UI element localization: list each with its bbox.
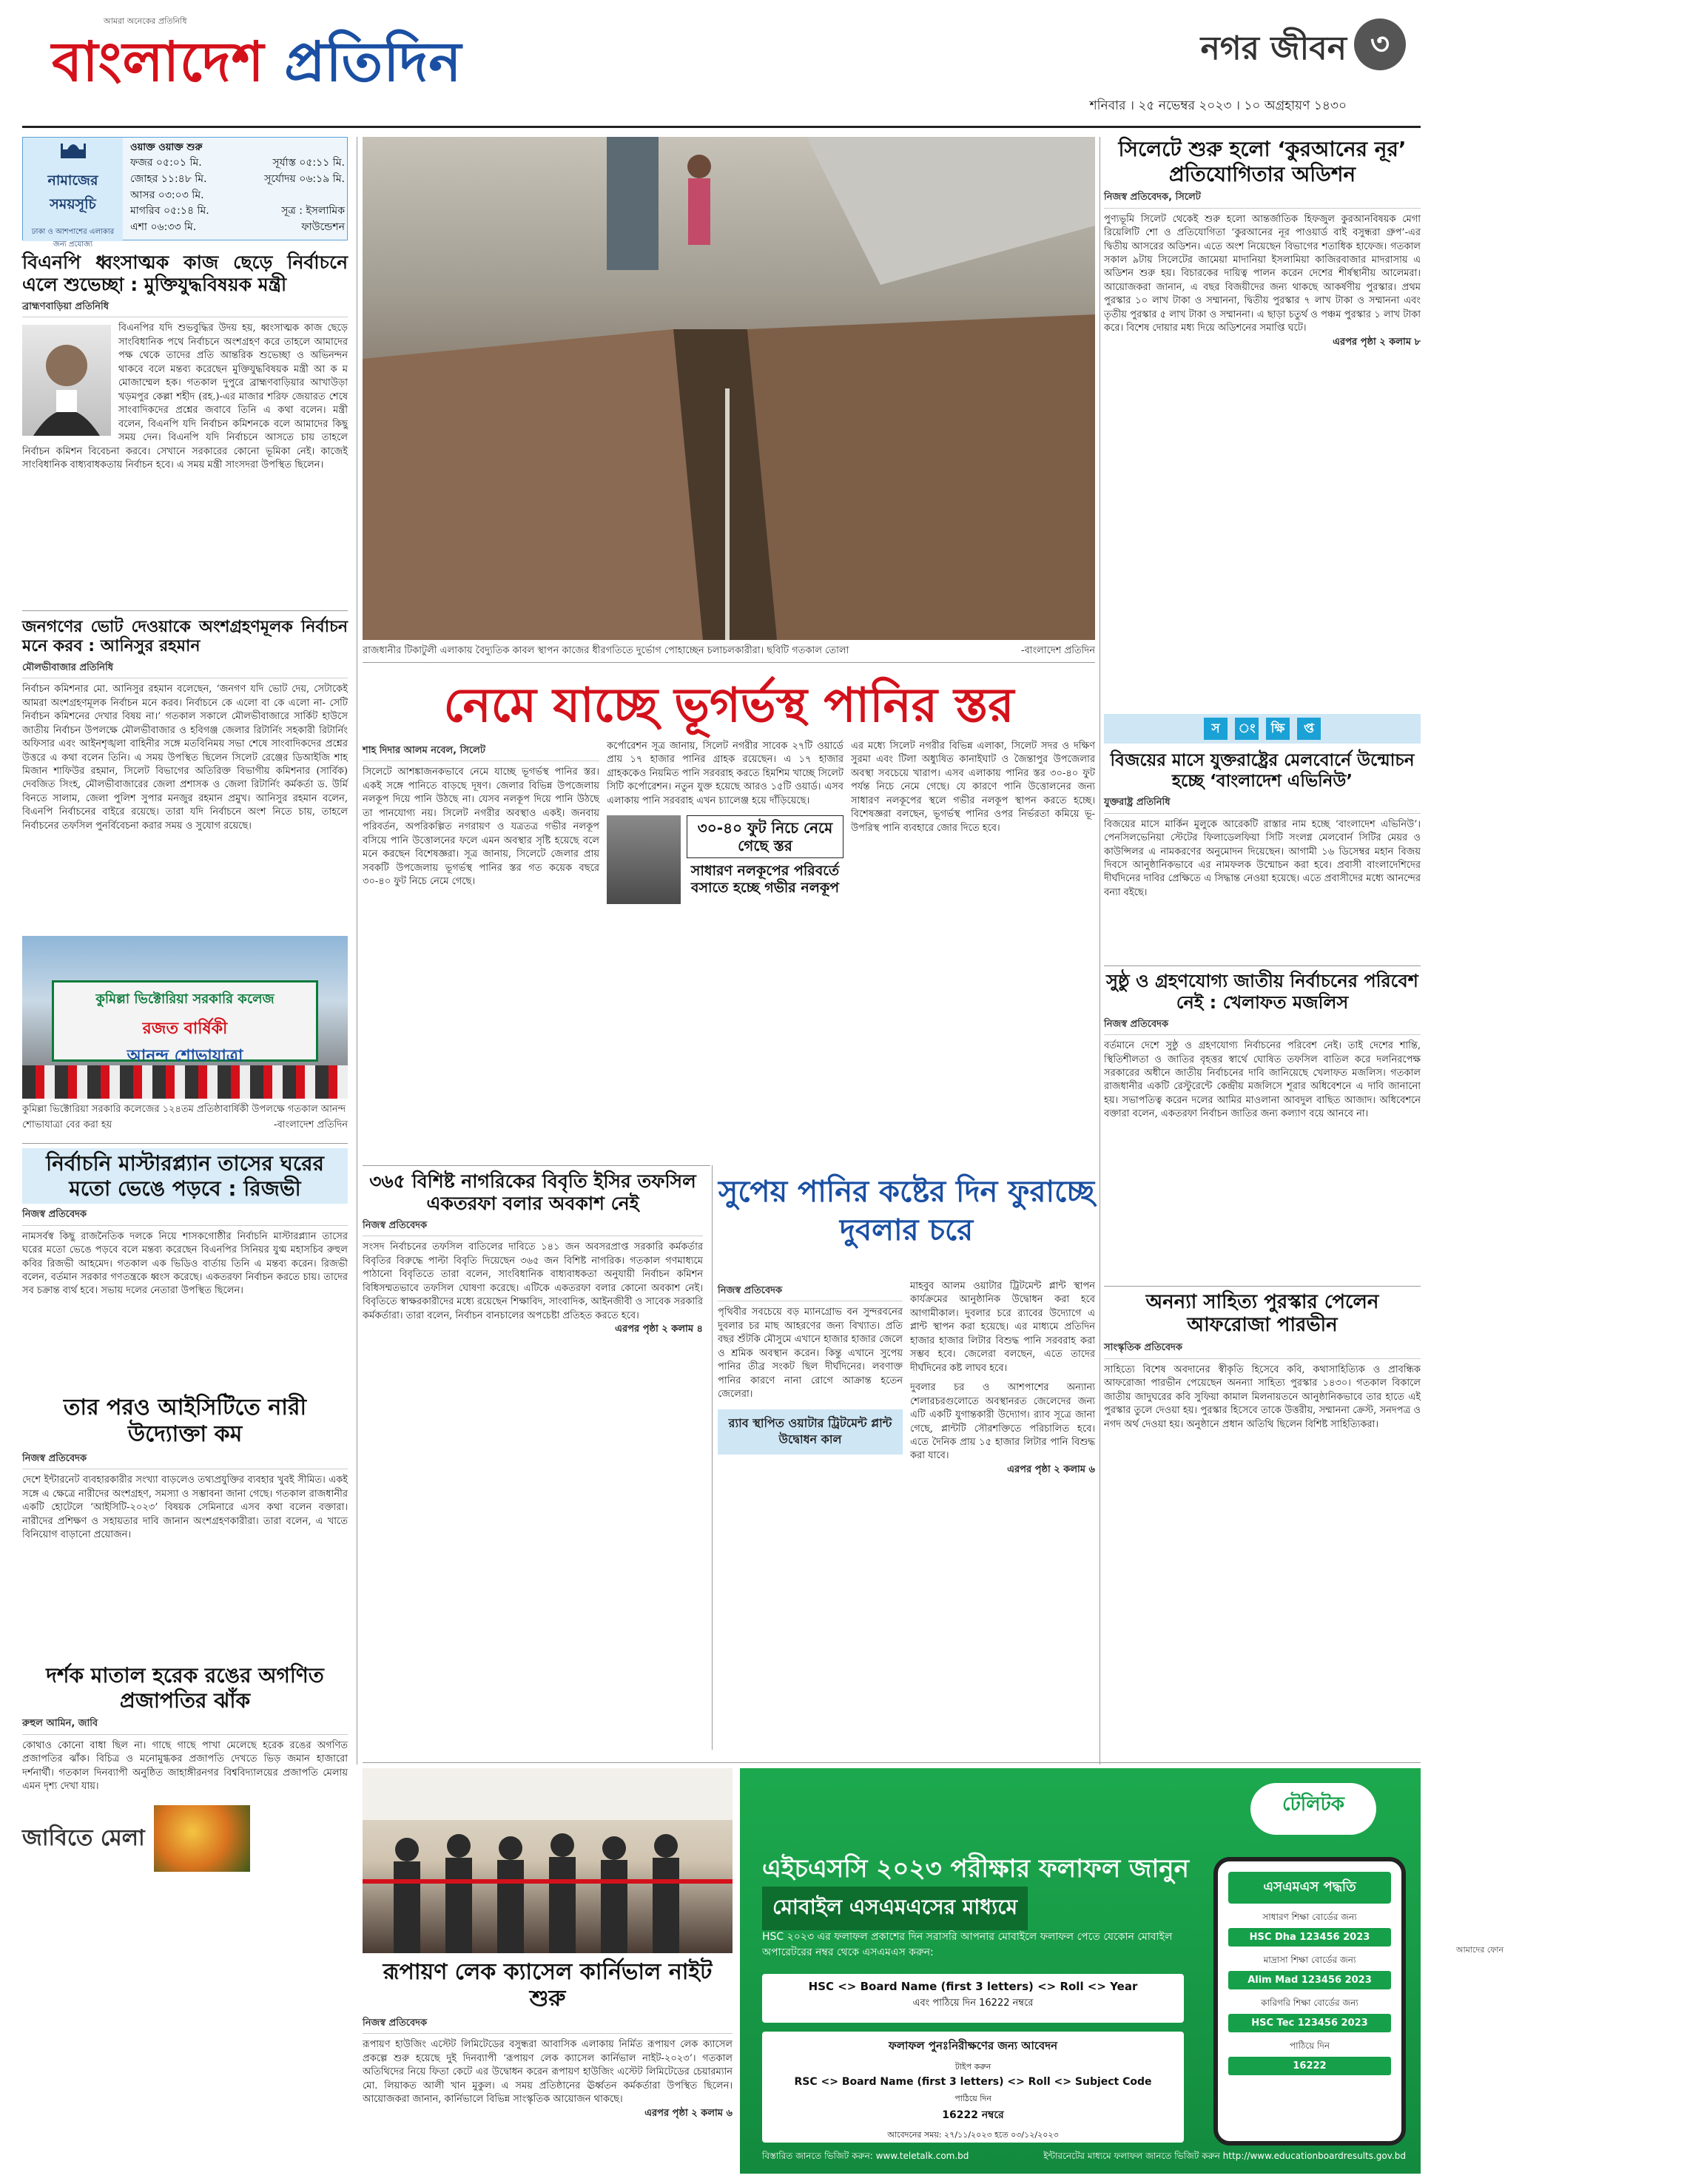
- article-byline: নিজস্ব প্রতিবেদক: [1104, 1018, 1421, 1035]
- page-number: ৩: [1354, 18, 1406, 70]
- prayer-times-table: [130, 141, 345, 236]
- article-byline: সাংস্কৃতিক প্রতিবেদক: [1104, 1341, 1421, 1358]
- water-article-col-2: [910, 1280, 1095, 1746]
- phone-title: এসএমএস পদ্ধতি: [1228, 1872, 1391, 1904]
- inset-text: [687, 815, 844, 904]
- divider: [22, 610, 348, 611]
- article-body: দেশে ইন্টারনেট ব্যবহারকারীর সংখ্যা বাড়লেও তথ্যপ্রযুক্তির ব্যবহার খুবই সীমিত। একই সঙ্গে এ ক্ষেত্রে নারীদের অংশগ্রহণ, সমস্যা ও সম্ভাবনা জানা গেছে। গতকাল রাজধানীর একটি হোটেলে ‘আইসিটি-২০২৩’ বিষয়ক সেমিনারে এসব কথা বলেন বক্তারা। নারীদের প্রশিক্ষণ ও সহায়তার দাবি জানান অংশগ্রহণকারীরা। তারা বলেন, এ খাতে বিনিয়োগ বাড়ানো প্রয়োজন।: [22, 1474, 348, 1541]
- section-title: নগর জীবন: [1200, 30, 1347, 67]
- masthead: [22, 15, 1421, 137]
- phone-label: সাধারণ শিক্ষা বোর্ডের জন্য: [1262, 1912, 1357, 1922]
- prayer-row: [130, 188, 345, 204]
- divider: [1104, 1286, 1421, 1287]
- article-bnp-election[interactable]: [22, 252, 348, 607]
- article-365-citizens[interactable]: [363, 1170, 703, 1744]
- teletalk-ad[interactable]: [740, 1768, 1504, 2174]
- prayer-row: [130, 155, 345, 172]
- tubewell-photo: [607, 815, 681, 904]
- jump-line: এরপর পৃষ্ঠা ২ কলাম ৪: [615, 1324, 703, 1335]
- phone-illustration: [1213, 1857, 1406, 2146]
- jump-line: এরপর পৃষ্ঠা ২ কলাম ৮: [1333, 336, 1421, 348]
- photo-caption: [363, 644, 1095, 659]
- column-divider: [712, 1165, 713, 1750]
- article-ict-women[interactable]: [22, 1395, 348, 1657]
- logo-blue-part: প্রতিদিন: [264, 30, 462, 94]
- article-byline: নিজস্ব প্রতিবেদক: [22, 1208, 348, 1225]
- ad-footer-link-2[interactable]: ইন্টারনেটের মাধ্যমে ফলাফল জানতে ভিজিট করুন http://www.educationboardresults.gov.bd: [1043, 2151, 1406, 2161]
- article-body: নির্বাচন কমিশনার মো. আনিসুর রহমান বলেছেন, ‘জনগণ যদি ভোট দেয়, সেটাকেই আমরা অংশগ্রহণমূলক নির্বাচন মনে করব। নির্বাচনে কে এলো বা কে এলো না- সেটি নির্বাচন কমিশনের দেখার বিষয় না।’ গতকাল সকালে মৌলভীবাজারে সার্কিট হাউসে জাতীয় নির্বাচন উপলক্ষে মৌলভীবাজার ও হবিগঞ্জ জেলার রিটার্নিং সহকারী রিটার্নিং অফিসার এবং আইনশৃঙ্খলা বাহিনীর সঙ্গে মতবিনিময় সভা শেষে সাংবাদিকদের প্রশ্নের উত্তরে এ কথা বলেন তিনি। এ সময় উপস্থিত ছিলেন সিলেট রেঞ্জের ডিআইজি শাহ মিজান শাফিউর রহমান, সিলেট বিভাগের অতিরিক্ত বিভাগীয় কমিশনার (সার্বিক) দেবজিত সিংহ, মৌলভীবাজারের জেলা প্রশাসক ও জেলা রিটার্নিং কর্মকর্তা ড. উর্মি বিনতে সালাম, জেলা পুলিশ সুপার মনজুর রহমান প্রমুখ। আনিসুর রহমান বলেন, বিএনপি নির্বাচনের বাইরে রয়েছে। তারা যদি নির্বাচনে অংশ নিতে চায়, তাহলে নির্বাচনের তফসিল পুনর্বিবেচনা করার সময় ও সুযোগ রয়েছে।: [22, 684, 348, 832]
- jump-line: এরপর পৃষ্ঠা ২ কলাম ৬: [1007, 1463, 1095, 1475]
- carnival-photo: [363, 1768, 733, 1953]
- brand-sub: আমাদের ফোন: [1455, 1945, 1504, 1955]
- article-headline[interactable]: ৩৬৫ বিশিষ্ট নাগরিকের বিবৃতি ইসির তফসিল একতরফা বলার অবকাশ নেই: [369, 1170, 696, 1214]
- inset-box: [607, 815, 844, 904]
- divider: [22, 1143, 348, 1144]
- article-byline: নিজস্ব প্রতিবেদক, সিলেট: [1104, 191, 1421, 208]
- article-literature-award[interactable]: [1104, 1291, 1421, 1750]
- main-article-col-1: [363, 740, 599, 1162]
- prayer-time: সূর্যাস্ত ০৫:১১ মি.: [272, 157, 345, 169]
- phone-code: HSC Dha 123456 2023: [1228, 1928, 1391, 1947]
- inset-head: ৩০-৪০ ফুট নিচে নেমে গেছে স্তর: [687, 815, 844, 858]
- article-body: দুবলার চর ও আশপাশের অন্যান্য শেলারচরগুলোতে অবস্থানরত জেলেদের জন্য এটি একটি যুগান্তকারী উদ্যোগ। র‍্যাব সূত্রে জানা গেছে, প্লান্টটি সৌরশক্তিতে পরিচালিত হবে। এতে দৈনিক প্রায় ১৫ হাজার লিটার পানি বিশুদ্ধ করা যাবে।: [910, 1382, 1095, 1462]
- divider: [363, 1165, 710, 1166]
- recheck-number: 16222 নম্বরে: [942, 2109, 1004, 2121]
- article-body: এর মধ্যে সিলেট নগরীর বিভিন্ন এলাকা, সিলেট সদর ও দক্ষিণ সুরমা এবং টিলা অধ্যুষিত কানাইঘাট ও জৈন্তাপুর উপজেলার অবস্থা সবচেয়ে খারাপ। এসব এলাকায় পানির স্তর ৩০-৪০ ফুট পর্যন্ত নিচে নেমে গেছে। যে কারণে পানি উত্তোলনের জন্য সাধারণ নলকূপের স্থলে গভীর নলকূপ স্থাপন করতে হচ্ছে। বিশেষজ্ঞরা বলছেন, ভূগর্ভস্থ পানির ওপর নির্ভরতা কমিয়ে ভূ-উপরিস্থ পানি ব্যবহারে জোর দিতে হবে।: [851, 741, 1095, 834]
- phone-code: Alim Mad 123456 2023: [1228, 1971, 1391, 1989]
- article-body: নামসর্বস্ব কিছু রাজনৈতিক দলকে নিয়ে শাসকগোষ্ঠীর নির্বাচনি মাস্টারপ্ল্যান তাসের ঘরের মতো ভেঙে পড়বে বলে মন্তব্য করেছেন বিএনপির সিনিয়র যুগ্ম মহাসচিব রুহুল কবির রিজভী আহমেদ। গতকাল এক ভিডিও বার্তায় তিনি এ মন্তব্য করেন। রিজভী বলেন, বর্তমান সরকার গণতন্ত্রকে ধ্বংস করেছে। একতরফা নির্বাচন করতে চায়। তাদের সব চক্রান্ত ব্যর্থ হবে। সভায় দলের নেতারা উপস্থিত ছিলেন।: [22, 1230, 348, 1297]
- prayer-time: আসর ০৩:০৩ মি.: [130, 189, 204, 201]
- recheck-box: [762, 2032, 1184, 2143]
- crowd: [22, 1065, 348, 1099]
- article-khelafat[interactable]: [1104, 971, 1421, 1281]
- article-body: সিলেটে আশঙ্কাজনকভাবে নেমে যাচ্ছে ভূগর্ভস্থ পানির স্তর। একই সঙ্গে পানিতে বাড়ছে দূষণ। জেলার বিভিন্ন উপজেলায় নলকূপ দিয়ে পানি উঠছে না। যেসব নলকূপ দিয়ে পানি উঠছে তা পানযোগ্য নয়। সিলেট নগরীর অবস্থাও একই। জনবায় পরিবর্তন, অপরিকল্পিত নগরায়ণ ও যত্রতত্র গভীর নলকূপ বসিয়ে পানি উত্তোলনের ফলে এমন অবস্থার সৃষ্টি হয়েছে বলে মনে করছেন বিশেষজ্ঞরা। সূত্র জানায়, সিলেটে জেলার প্রায় সবকটি উপজেলায় ভূগর্ভস্থ পানির স্তর গত কয়েক বছরে ৩০-৪০ ফুট নিচে নেমে গেছে।: [363, 766, 599, 888]
- recheck-date: আবেদনের সময়: ২৭/১১/২০২৩ হতে ০৩/১২/২০২৩: [887, 2130, 1059, 2140]
- recheck-title: ফলাফল পুনঃনিরীক্ষণের জন্য আবেদন: [888, 2039, 1058, 2052]
- article-body: পুণ্যভূমি সিলেট থেকেই শুরু হলো আন্তর্জাতিক হিফজুল কুরআনবিষয়ক মেগা রিয়েলিটি শো ও প্রতিযোগিতা ‘কুরআনের নূর পাওয়ার্ড বাই বসুন্ধরা গ্রুপ’-এর দ্বিতীয় আসরের অডিশন। এতে অংশ নিয়েছেন বিভাগের শতাধিক হাফেজ। গতকাল সকাল ৯টায় সিলেটের জামেয়া মাদানিয়া ইসলামিয়া কাজিরবাজার মাদরাসায় এ অডিশন শুরু হয়। বিচারকের দায়িত্ব পালন করেন দেশের শীর্ষস্থানীয় আলেমরা। আয়োজকরা জানান, এ বছর বিজয়ীদের জন্য থাকছে আকর্ষণীয় পুরস্কার। প্রথম পুরস্কার ১০ লাখ টাকা ও সম্মাননা, দ্বিতীয় পুরস্কার ৭ লাখ টাকা ও সম্মাননা এবং তৃতীয় পুরস্কার ৫ লাখ টাকা ও সম্মাননা। এ ছাড়া চতুর্থ ও পঞ্চম পুরস্কার ১ লাখ টাকা করে। বিশেষ দোয়ার মধ্য দিয়ে অডিশনের সমাপ্তি ঘটে।: [1104, 213, 1421, 334]
- article-carnival[interactable]: [363, 1959, 733, 2174]
- ad-intro: HSC ২০২৩ এর ফলাফল প্রকাশের দিন সরাসরি আপনার মোবাইলে ফলাফল পেতে যেকোন মোবাইল অপারেটরের নম্বর থেকে এসএমএস করুন:: [762, 1931, 1173, 1958]
- phone-code: 16222: [1228, 2057, 1391, 2075]
- fair-label: জাবিতে মেলা: [22, 1825, 145, 1852]
- prayer-time: জোহর ১১:৪৮ মি.: [130, 172, 207, 185]
- article-body: কর্পোরেশন সূত্র জানায়, সিলেট নগরীর সাবেক ২৭টি ওয়ার্ডে প্রায় ১৭ হাজার পানির গ্রাহক রয়েছেন। এ ১৭ হাজার গ্রাহককেও নিয়মিত পানি সরবরাহ করতে হিমশিম খাচ্ছে সিলেট সিটি কর্পোরেশন। নতুন যুক্ত হয়েছে আরও ১৫টি ওয়ার্ড। এসব এলাকায় পানি সরবরাহ এখন চ্যালেঞ্জ হয়ে দাঁড়িয়েছে।: [607, 741, 844, 806]
- person-icon: [22, 325, 111, 436]
- article-headline[interactable]: বিজয়ের মাসে যুক্তরাষ্ট্রের মেলবোর্নে উন্মোচন হচ্ছে ‘বাংলাদেশ এভিনিউ’: [1110, 751, 1415, 791]
- recheck-send: পাঠিয়ে দিন: [954, 2094, 991, 2103]
- water-headline[interactable]: সুপেয় পানির কষ্টের দিন ফুরাচ্ছে দুবলার চরে: [718, 1175, 1095, 1247]
- article-body: পৃথিবীর সবচেয়ে বড় ম্যানগ্রোভ বন সুন্দরবনের দুবলার চর মাছ আহরণের জন্য বিখ্যাত। প্রতি বছর শুঁটকি মৌসুমে এখানে হাজার হাজার জেলে ও শ্রমিক অবস্থান করেন। কিন্তু এখানে সুপেয় পানির তীব্র সংকট ছিল দীর্ঘদিনের। লবণাক্ত পানির কারণে নানা রোগে আক্রান্ত হতেন জেলেরা।: [718, 1307, 903, 1401]
- article-body: বিজয়ের মাসে মার্কিন মুলুকে আরেকটি রাস্তার নাম হচ্ছে ‘বাংলাদেশ এভিনিউ’। পেনসিলভেনিয়া স্টেটের ফিলাডেলফিয়া সিটি সংলগ্ন মেলবোর্ন সিটির মেয়র ও কাউন্সিলর এ নামকরণের অনুমোদন দিয়েছেন। আগামী ১৬ ডিসেম্বর মহান বিজয় দিবসে আনুষ্ঠানিকভাবে এর নামফলক উন্মোচন করা হবে। প্রবাসী বাংলাদেশিদের দীর্ঘদিনের দাবির প্রেক্ষিতে এ সিদ্ধান্ত নেওয়া হয়েছে। এতে প্রবাসীদের মধ্যে আনন্দের বন্যা বইছে।: [1104, 818, 1421, 898]
- article-byline: শাহ দিদার আলম নবেল, সিলেট: [363, 744, 599, 761]
- caption-text: কুমিল্লা ভিক্টোরিয়া সরকারি কলেজের ১২৪তম প্রতিষ্ঠাবার্ষিকী উপলক্ষে গতকাল আনন্দ শোভাযাত্রা বের করা হয়: [22, 1104, 346, 1130]
- article-ec-vote[interactable]: [22, 618, 348, 928]
- phone-label: পাঠিয়ে দিন: [1289, 2040, 1330, 2051]
- trench-illustration: [363, 137, 1095, 640]
- ad-subhead: মোবাইল এসএমএসের মাধ্যমে: [762, 1887, 1028, 1930]
- inset-sub: সাধারণ নলকূপের পরিবর্তে বসাতে হচ্ছে গভীর নলকূপ: [690, 863, 840, 897]
- article-byline: মৌলভীবাজার প্রতিনিধি: [22, 661, 348, 678]
- article-byline: রুহুল আমিন, জাবি: [22, 1717, 348, 1734]
- banner-subtitle: রজত বার্ষিকী: [142, 1019, 228, 1038]
- newspaper-logo[interactable]: [52, 21, 462, 112]
- article-quran-audition[interactable]: [1104, 137, 1421, 707]
- water-article-col-1: [718, 1280, 903, 1746]
- prayer-time: সূর্যোদয় ০৬:১৯ মি.: [264, 172, 345, 185]
- prayer-time: এশা ০৬:৩৩ মি.: [130, 220, 197, 233]
- article-body: মাহবুব আলম ওয়াটার ট্রিটমেন্ট প্লান্ট স্থাপন কার্যক্রমের আনুষ্ঠানিক উদ্বোধন করা হবে আগামীকাল। দুবলার চরে র‍্যাবের উদ্যোগে এ প্লান্ট স্থাপন করা হয়েছে। এর মাধ্যমে প্রতিদিন হাজার হাজার লিটার বিশুদ্ধ পানি সরবরাহ করা সম্ভব হবে। জেলেরা বলছেন, এতে তাদের দীর্ঘদিনের কষ্ট লাঘব হবে।: [910, 1281, 1095, 1374]
- article-headline[interactable]: দর্শক মাতাল হরেক রঙের অগণিত প্রজাপতির ঝাঁক: [46, 1663, 324, 1713]
- prayer-row: [130, 172, 345, 188]
- divider: [1104, 965, 1421, 966]
- rally-banner: [52, 980, 318, 1065]
- photo-credit: -বাংলাদেশ প্রতিদিন: [273, 1119, 348, 1130]
- sms-send: এবং পাঠিয়ে দিন 16222 নম্বরে: [912, 1998, 1034, 2009]
- article-body: রূপায়ণ হাউজিং এস্টেট লিমিটেডের বসুন্ধরা আবাসিক এলাকায় নির্মিত রূপায়ণ লেক ক্যাসেল প্রকল্পে শুরু হয়েছে দুই দিনব্যাপী ‘রূপায়ণ লেক ক্যাসেল কার্নিভাল নাইট-২০২৩’। গতকাল অতিথিদের নিয়ে ফিতা কেটে এর উদ্বোধন করেন রূপায়ণ হাউজিং এস্টেট লিমিটেডের চেয়ারম্যান মো. লিয়াকত আলী খান মুকুল। এ সময় প্রতিষ্ঠানের ঊর্ধ্বতন কর্মকর্তারা উপস্থিত ছিলেন। আয়োজকরা জানান, কার্নিভালে বিভিন্ন সাংস্কৃতিক আয়োজন থাকছে।: [363, 2039, 733, 2106]
- phone-label: মাদ্রাসা শিক্ষা বোর্ডের জন্য: [1263, 1955, 1356, 1965]
- caption-text: রাজধানীর টিকাটুলী এলাকায় বৈদ্যুতিক কাবল স্থাপন কাজের ধীরগতিতে দুর্ভোগ পোহাচ্ছেন চলাচলকারীরা। ছবিটি গতকাল তোলা: [363, 645, 849, 656]
- prayer-times-box: [22, 137, 348, 249]
- carnival-illustration: [363, 1768, 733, 1953]
- article-byline: নিজস্ব প্রতিবেদক: [22, 1452, 348, 1469]
- mosque-icon: [60, 139, 87, 158]
- article-byline: যুক্তরাষ্ট্র প্রতিনিধি: [1104, 796, 1421, 813]
- brief-letter: ং: [1235, 718, 1259, 740]
- masthead-tagline: আমরা অনেকের প্রতিনিধি: [104, 16, 187, 26]
- dateline: শনিবার । ২৫ নভেম্বর ২০২৩ । ১০ অগ্রহায়ণ ১৪৩০: [1089, 98, 1347, 113]
- sms-format-box: [762, 1974, 1184, 2023]
- photo-credit: -বাংলাদেশ প্রতিদিন: [1020, 645, 1095, 656]
- prayer-time: মাগরিব ০৫:১৪ মি.: [130, 205, 209, 218]
- article-byline: ব্রাহ্মণবাড়িয়া প্রতিনিধি: [22, 300, 348, 317]
- article-rizvi[interactable]: [22, 1148, 348, 1392]
- prayer-time: ফজর ০৫:০১ মি.: [130, 157, 202, 169]
- main-article-col-3: [851, 740, 1095, 1162]
- brief-letter: স: [1204, 718, 1228, 740]
- brand-name: টেলিটক: [1282, 1793, 1344, 1816]
- phone-label: কারিগরি শিক্ষা বোর্ডের জন্য: [1261, 1998, 1358, 2008]
- prayer-note: ঢাকা ও আশপাশের এলাকার জন্য প্রযোজ্য: [31, 228, 115, 249]
- brief-letter: প্ত: [1297, 718, 1321, 740]
- article-byline: নিজস্ব প্রতিবেদক: [718, 1284, 903, 1301]
- recheck-type: টাইপ করুন: [954, 2062, 991, 2072]
- fair-section: [22, 1805, 348, 1872]
- divider: [363, 662, 1095, 663]
- article-butterfly[interactable]: [22, 1663, 348, 2174]
- briefs-banner: [1104, 714, 1421, 744]
- article-headline[interactable]: তার পরও আইসিটিতে নারী উদ্যোক্তা কম: [63, 1395, 307, 1447]
- article-body: কোথাও কোনো বাধা ছিল না। গাছে গাছে পাখা মেলেছে হরেক রঙের অগণিত প্রজাপতির ঝাঁক। বিচিত্র ও মনোমুগ্ধকর প্রজাপতি দেখতে ভিড় জমান হাজারো দর্শনার্থী। গতকাল দিনব্যাপী অনুষ্ঠিত জাহাঙ্গীরনগর বিশ্ববিদ্যালয়ের প্রজাপতি মেলায় এমন দৃশ্য দেখা যায়।: [22, 1739, 348, 1792]
- logo-red-part: বাংলাদেশ: [52, 30, 265, 94]
- sms-format: HSC <> Board Name (first 3 letters) <> Roll <> Year: [808, 1980, 1138, 1993]
- article-body: বিএনপির যদি শুভবুদ্ধির উদয় হয়, ধ্বংসাত্মক কাজ ছেড়ে সাংবিধানিক পথে নির্বাচনে অংশগ্রহণ করে তাহলে আমাদের পক্ষ থেকে তাদের প্রতি আন্তরিক শুভেচ্ছা ও অভিনন্দন থাকবে বলে মন্তব্য করেছেন মুক্তিযুদ্ধবিষয়ক মন্ত্রী আ ক ম মোজাম্মেল হক। গতকাল দুপুরে ব্রাহ্মণবাড়িয়ার আখাউড়া খড়মপুর কেল্লা শহীদ (রহ.)-এর মাজার শরিফ জেয়ারত শেষে সাংবাদিকদের প্রশ্নের জবাবে তিনি এ কথা বলেন। মন্ত্রী বলেন, বিএনপি যদি নির্বাচন কমিশনকে বলে আমাদের কিছু সময় দেন। বিএনপি যদি নির্বাচনে আসতে চায় তাহলে নির্বাচন কমিশন বিবেচনা করবে। সেখানে সরকারের কোনো ভূমিকা নেই। কাজেই সাংবিধানিক বাধ্যবাধকতায় নির্বাচন হবে। এ সময় মন্ত্রী সাংসদরা উপস্থিত ছিলেন।: [22, 323, 348, 471]
- main-article-col-2: [607, 740, 844, 1162]
- prayer-label-text: নামাজের সময়সূচি: [47, 172, 98, 212]
- main-headline[interactable]: নেমে যাচ্ছে ভূগর্ভস্থ পানির স্তর: [443, 678, 1014, 733]
- prayer-time: সূত্র : ইসলামিক: [281, 205, 345, 218]
- banner-subtitle-2: আনন্দ শোভাযাত্রা: [127, 1047, 243, 1065]
- photo-caption: [22, 1102, 348, 1133]
- banner-title: কুমিল্লা ভিক্টোরিয়া সরকারি কলেজ: [95, 991, 275, 1007]
- minister-portrait: [22, 325, 111, 436]
- ad-headline: এইচএসসি ২০২৩ পরীক্ষার ফলাফল জানুন: [762, 1854, 1189, 1884]
- ad-footer-link[interactable]: বিস্তারিত জানতে ভিজিট করুন: www.teletalk.com.bd: [762, 2151, 969, 2161]
- article-headline[interactable]: সিলেটে শুরু হলো ‘কুরআনের নূর’ প্রতিযোগিতার অডিশন: [1118, 137, 1407, 186]
- recheck-format: RSC <> Board Name (first 3 letters) <> Roll <> Subject Code: [794, 2076, 1152, 2088]
- divider: [363, 1762, 1421, 1763]
- prayer-time: ফাউন্ডেশন: [301, 220, 345, 233]
- jump-line: এরপর পৃষ্ঠা ২ কলাম ৬: [644, 2107, 733, 2119]
- article-headline[interactable]: নির্বাচনি মাস্টারপ্ল্যান তাসের ঘরের মতো ভেঙে পড়বে : রিজভী: [22, 1148, 348, 1204]
- article-body: সাহিত্যে বিশেষ অবদানের স্বীকৃতি হিসেবে কবি, কথাসাহিত্যিক ও প্রাবন্ধিক আফরোজা পারভীন পেয়েছেন অনন্যা সাহিত্য পুরস্কার ১৪৩০। গতকাল বিকালে জাতীয় জাদুঘরের কবি সুফিয়া কামাল মিলনায়তনে আনুষ্ঠানিকভাবে তার হাতে এই পুরস্কার তুলে দেওয়া হয়। পুরস্কার হিসেবে তাকে উত্তরীয়, সম্মাননা ক্রেস্ট, সনদপত্র ও নগদ অর্থ দেওয়া হয়। অনুষ্ঠানে প্রধান অতিথি ছিলেন বিশিষ্ট সাহিত্যিকরা।: [1104, 1364, 1421, 1430]
- article-byline: নিজস্ব প্রতিবেদক: [363, 2017, 733, 2034]
- article-headline[interactable]: জনগণের ভোট দেওয়াকে অংশগ্রহণমূলক নির্বাচন মনে করব : আনিসুর রহমান: [22, 618, 348, 656]
- trench-photo: [363, 137, 1095, 640]
- article-body: বর্তমানে দেশে সুষ্ঠু ও গ্রহণযোগ্য নির্বাচনের পরিবেশ নেই। তাই দেশের শান্তি, স্থিতিশীলতা ও জাতির বৃহত্তর স্বার্থে ঘোষিত তফসিল বাতিল করে দলনিরপেক্ষ সরকারের অধীনে জাতীয় নির্বাচনের দাবি জানিয়েছে খেলাফত মজলিস। গতকাল রাজধানীর একটি রেস্টুরেন্টে কেন্দ্রীয় মজলিসে শূরার অধিবেশনে এ দাবি জানানো হয়। সভাপতিত্ব করেন দলের আমির মাওলানা আবদুল বাছিত আজাদ। অধিবেশনে বক্তারা বলেন, একতরফা নির্বাচন জাতির জন্য কল্যাণ বয়ে আনবে না।: [1104, 1040, 1421, 1120]
- article-headline[interactable]: রূপায়ণ লেক ক্যাসেল কার্নিভাল নাইট শুরু: [383, 1959, 713, 2012]
- article-headline[interactable]: সুষ্ঠু ও গ্রহণযোগ্য জাতীয় নির্বাচনের পরিবেশ নেই : খেলাফত মজলিস: [1106, 971, 1418, 1013]
- article-headline[interactable]: বিএনপি ধ্বংসাত্মক কাজ ছেড়ে নির্বাচনে এলে শুভেচ্ছা : মুক্তিযুদ্ধবিষয়ক মন্ত্রী: [22, 252, 348, 295]
- prayer-label: [23, 138, 123, 249]
- article-body: সংসদ নির্বাচনের তফসিল বাতিলের দাবিতে ১৪১ জন অবসরপ্রাপ্ত সরকারি কর্মকর্তার বিবৃতির বিরুদ্ধে পাল্টা বিবৃতি দিয়েছেন ৩৬৫ জন বিশিষ্ট নাগরিক। গতকাল গণমাধ্যমে পাঠানো বিবৃতিতে তারা বলেন, সাংবিধানিক বাধ্যবাধকতা অনুযায়ী নির্বাচন কমিশন বিধিসম্মতভাবে তফসিল ঘোষণা করেছে। এটিকে একতরফা বলার কোনো অবকাশ নেই। বিবৃতিতে স্বাক্ষরকারীদের মধ্যে রয়েছেন শিক্ষাবিদ, সাংবাদিক, আইনজীবী ও সাবেক সরকারি কর্মকর্তারা। তারা বলেন, নির্বাচন বানচালের অপচেষ্টা প্রতিহত করতে হবে।: [363, 1241, 703, 1321]
- phone-code: HSC Tec 123456 2023: [1228, 2014, 1391, 2032]
- water-callout: র‍্যাব স্থাপিত ওয়াটার ট্রিটমেন্ট প্লান্ট উদ্বোধন কাল: [718, 1409, 903, 1455]
- prayer-times-header: ওয়াক্ত ওয়াক্ত শুরু: [130, 142, 203, 153]
- brief-letter: ক্ষি: [1266, 718, 1290, 740]
- prayer-row: [130, 220, 345, 236]
- article-byline: নিজস্ব প্রতিবেদক: [363, 1219, 703, 1236]
- butterfly-photo: [154, 1805, 250, 1872]
- college-rally-photo: [22, 936, 348, 1099]
- prayer-row: [130, 203, 345, 220]
- masthead-rule: [22, 126, 1421, 128]
- article-bangladesh-avenue[interactable]: [1104, 751, 1421, 962]
- article-headline[interactable]: অনন্যা সাহিত্য পুরস্কার পেলেন আফরোজা পারভীন: [1145, 1291, 1379, 1337]
